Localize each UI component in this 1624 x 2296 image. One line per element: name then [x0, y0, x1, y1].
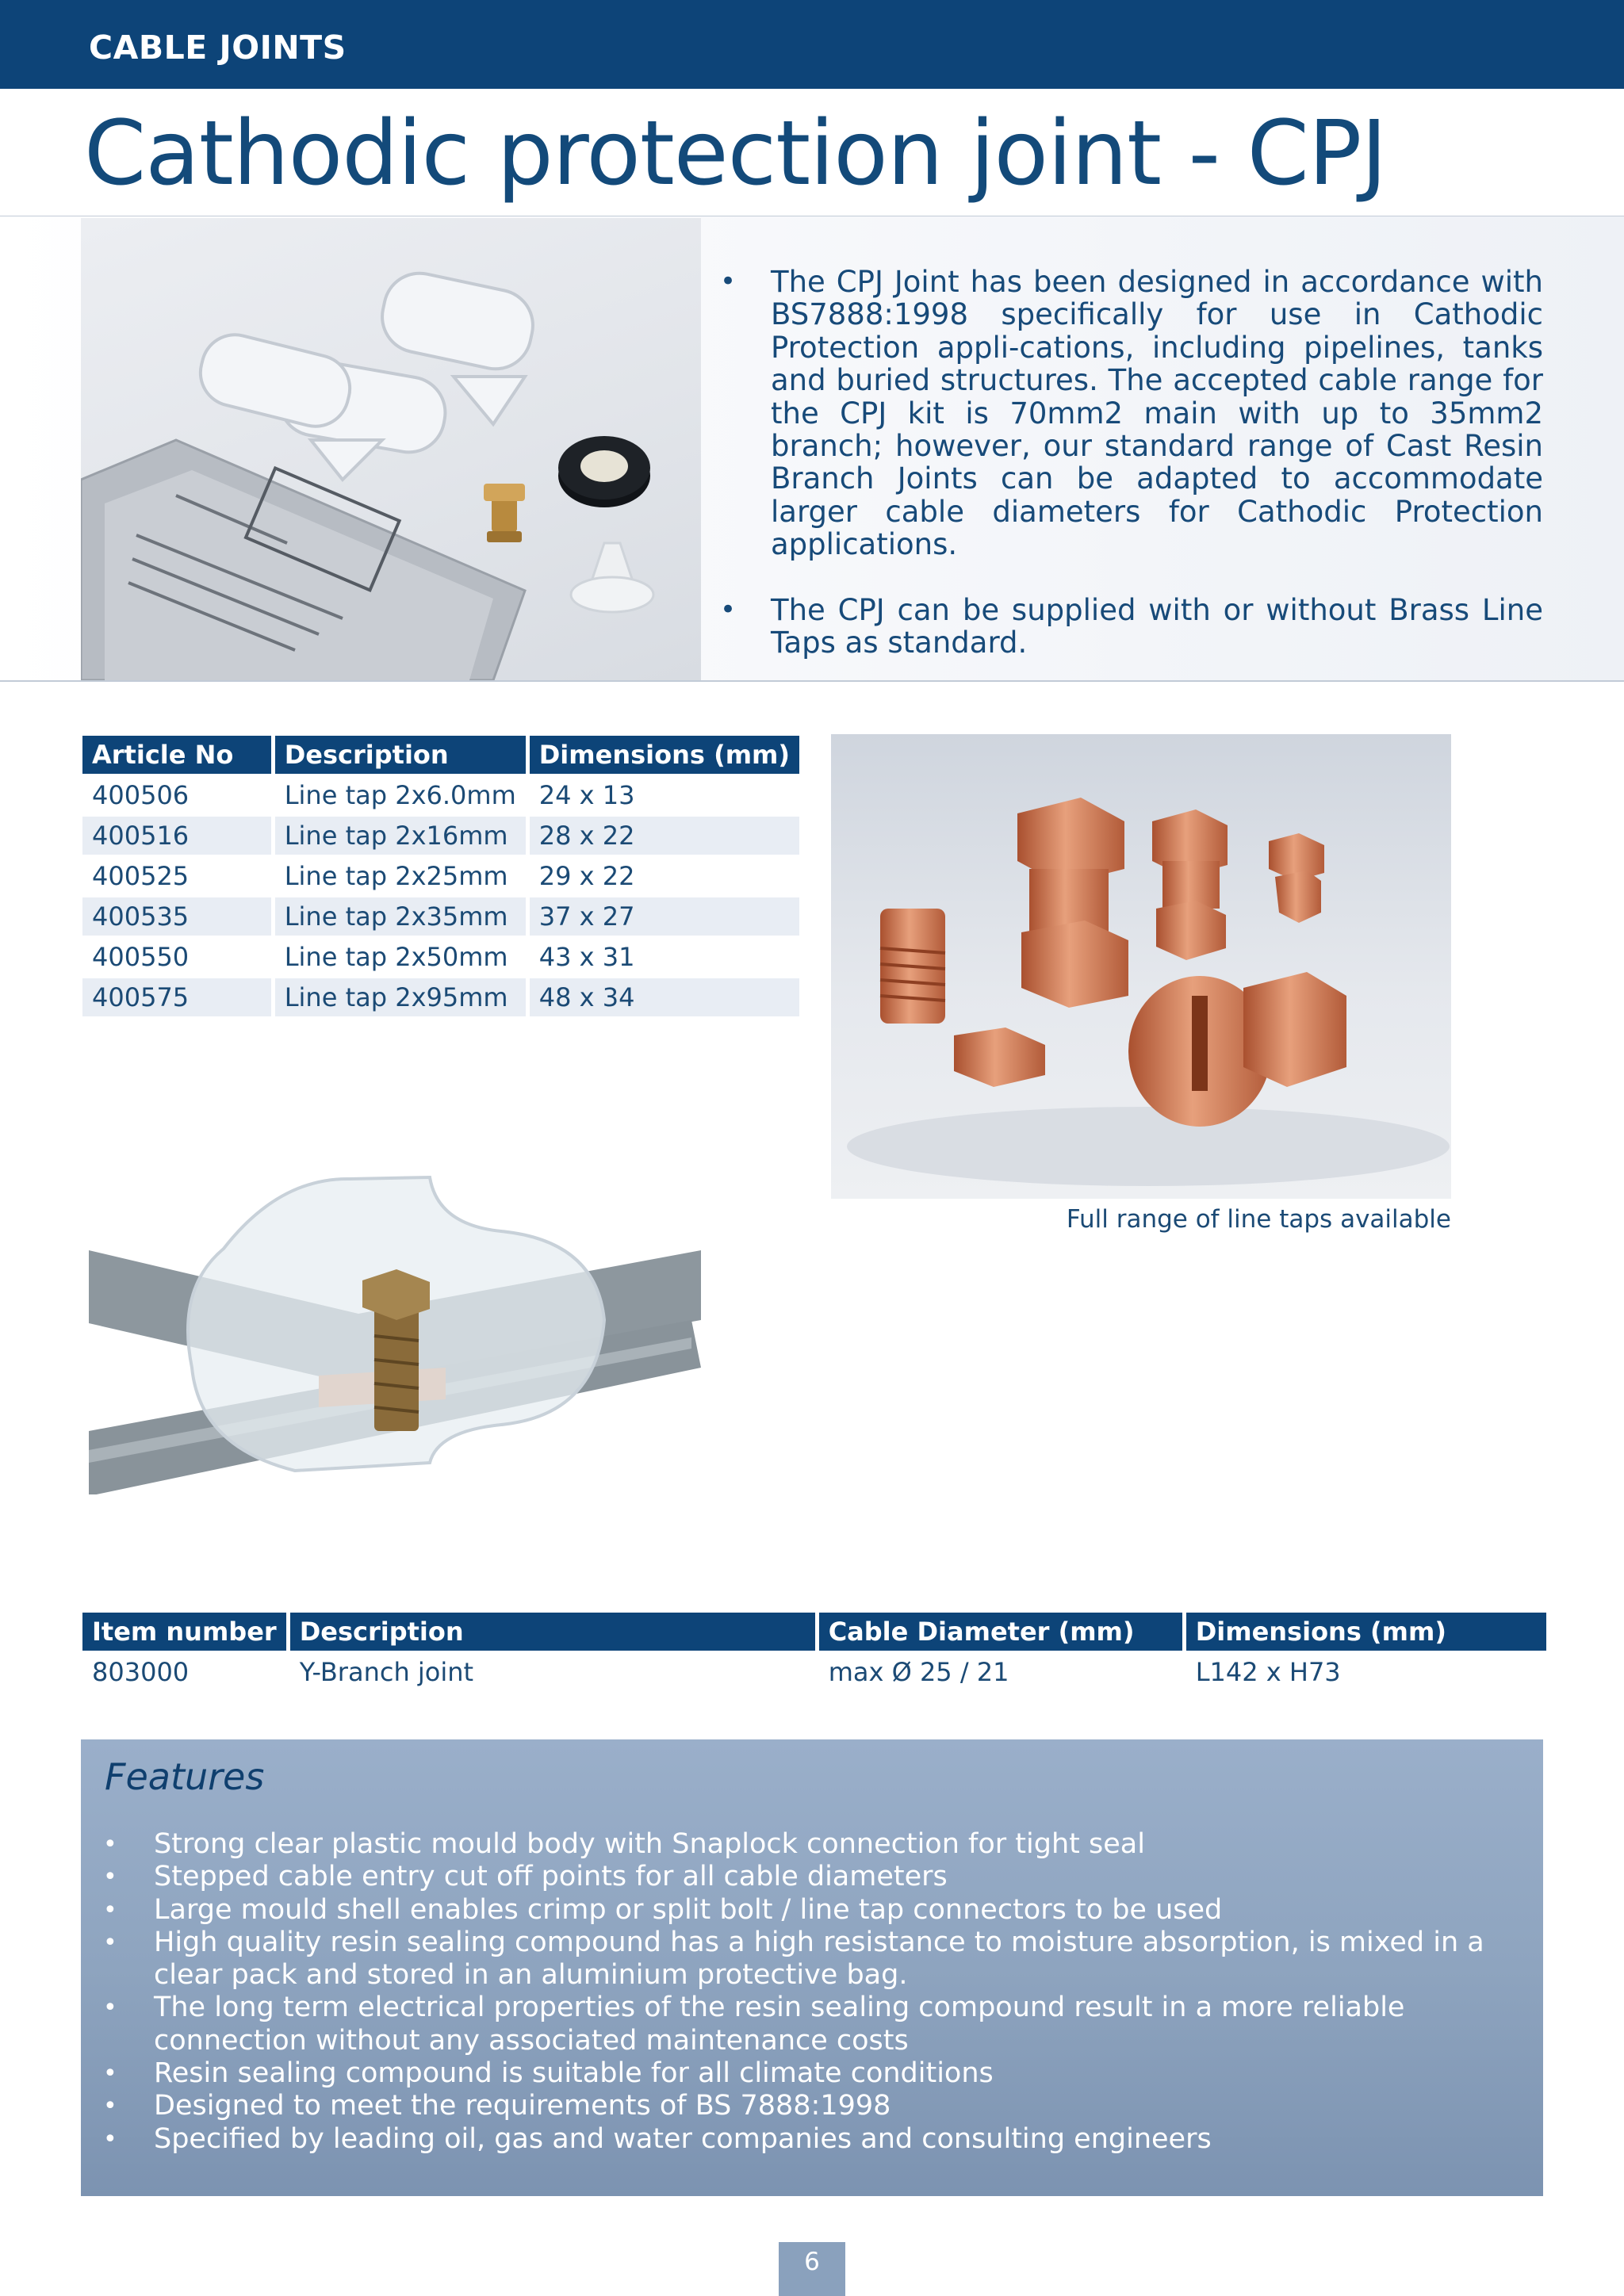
- description-cell: Line tap 2x6.0mm: [275, 774, 530, 814]
- feature-text: Stepped cable entry cut off points for all cable diameters: [154, 1861, 948, 1893]
- feature-item: [103, 1992, 1522, 2057]
- description-cell: Line tap 2x16mm: [275, 814, 530, 855]
- column-header-cable-diameter: Cable Diameter (mm): [819, 1613, 1186, 1651]
- page-title: Cathodic protection joint - CPJ: [84, 102, 1387, 205]
- dimensions-cell: 37 x 27: [530, 895, 799, 936]
- features-title: Features: [105, 1755, 265, 1798]
- column-header-description: Description: [290, 1613, 819, 1651]
- bullet-glyph: •: [103, 2125, 117, 2153]
- article-no-cell: 400516: [82, 814, 275, 855]
- feature-item: [103, 2123, 1522, 2156]
- item-table: [82, 1613, 1546, 1691]
- article-no-cell: 400535: [82, 895, 275, 936]
- bullet-glyph: •: [720, 593, 737, 626]
- article-no-cell: 400525: [82, 855, 275, 895]
- feature-text: Large mould shell enables crimp or split bolt / line tap connectors to be used: [154, 1893, 1223, 1926]
- description-cell: Line tap 2x25mm: [275, 855, 530, 895]
- bullet-glyph: •: [103, 1863, 117, 1892]
- section-header-bar: [0, 0, 1624, 89]
- dimensions-cell: 43 x 31: [530, 936, 799, 976]
- feature-text: High quality resin sealing compound has a high resistance to moisture absorption, is mixed in a clear pack and stored in an aluminium protective bag.: [154, 1926, 1484, 1992]
- table-row: [82, 976, 799, 1016]
- dimensions-cell: 48 x 34: [530, 976, 799, 1016]
- feature-item: [103, 1828, 1522, 1861]
- product-photo-line-taps: [831, 734, 1451, 1199]
- table-row: [82, 936, 799, 976]
- intro-bullet-text: The CPJ can be supplied with or without Brass Line Taps as standard.: [771, 592, 1543, 660]
- table-row: [82, 814, 799, 855]
- bullet-glyph: •: [103, 2060, 117, 2088]
- description-cell: Line tap 2x50mm: [275, 936, 530, 976]
- line-tap-caption: Full range of line taps available: [1066, 1205, 1451, 1234]
- feature-item: [103, 1861, 1522, 1893]
- features-panel: [81, 1739, 1543, 2196]
- feature-item: [103, 2057, 1522, 2090]
- description-cell: Line tap 2x95mm: [275, 976, 530, 1016]
- feature-item: [103, 2090, 1522, 2122]
- description-cell: Line tap 2x35mm: [275, 895, 530, 936]
- line-tap-table: [82, 736, 799, 1016]
- column-header-dimensions: Dimensions (mm): [1186, 1613, 1546, 1651]
- article-no-cell: 400575: [82, 976, 275, 1016]
- feature-text: Specified by leading oil, gas and water companies and consulting engineers: [154, 2122, 1212, 2155]
- dimensions-cell: 28 x 22: [530, 814, 799, 855]
- article-no-cell: 400506: [82, 774, 275, 814]
- item-number-cell: 803000: [82, 1651, 290, 1691]
- article-no-cell: 400550: [82, 936, 275, 976]
- bullet-glyph: •: [103, 2092, 117, 2121]
- column-header-description: Description: [275, 736, 530, 774]
- product-photo-joint: [89, 1130, 701, 1494]
- cable-diameter-cell: max Ø 25 / 21: [819, 1651, 1186, 1691]
- bullet-glyph: •: [103, 1896, 117, 1924]
- intro-bullet: [720, 594, 1543, 660]
- intro-bullet: [720, 266, 1543, 561]
- intro-text: [720, 266, 1543, 691]
- table-header-row: [82, 736, 799, 774]
- feature-text: Designed to meet the requirements of BS 7888:1998: [154, 2090, 891, 2122]
- feature-text: The long term electrical properties of the resin sealing compound result in a more reliable connection without any associated maintenance costs: [154, 1992, 1405, 2057]
- table-row: [82, 774, 799, 814]
- page-number: 6: [779, 2242, 845, 2296]
- product-photo-kit: [81, 218, 701, 680]
- table-header-row: [82, 1613, 1546, 1651]
- bullet-glyph: •: [103, 1994, 117, 2022]
- dimensions-cell: L142 x H73: [1186, 1651, 1546, 1691]
- bullet-glyph: •: [103, 1831, 117, 1858]
- dimensions-cell: 24 x 13: [530, 774, 799, 814]
- column-header-article-no: Article No: [82, 736, 275, 774]
- section-label: CABLE JOINTS: [89, 29, 347, 67]
- feature-text: Resin sealing compound is suitable for all climate conditions: [154, 2057, 994, 2090]
- column-header-dimensions: Dimensions (mm): [530, 736, 799, 774]
- bullet-glyph: •: [720, 266, 737, 297]
- feature-item: [103, 1927, 1522, 1992]
- feature-item: [103, 1894, 1522, 1927]
- table-row: [82, 1651, 1546, 1691]
- dimensions-cell: 29 x 22: [530, 855, 799, 895]
- description-cell: Y-Branch joint: [290, 1651, 819, 1691]
- column-header-item-number: Item number: [82, 1613, 290, 1651]
- features-list: [103, 1828, 1522, 2156]
- intro-bullet-text: The CPJ Joint has been designed in accordance with BS7888:1998 specifically for use in Cathodic Protection appli-cations, including pipelines, tanks and buried structures. The accepted cable range for the CPJ kit is 70mm2 main with up to 35mm2 branch; however, our standard range of Cast Resin Branch Joints can be adapted to accommodate larger cable diameters for Cathodic Protection applications.: [771, 265, 1543, 562]
- table-row: [82, 855, 799, 895]
- feature-text: Strong clear plastic mould body with Snaplock connection for tight seal: [154, 1828, 1145, 1860]
- bullet-glyph: •: [103, 1928, 117, 1957]
- table-row: [82, 895, 799, 936]
